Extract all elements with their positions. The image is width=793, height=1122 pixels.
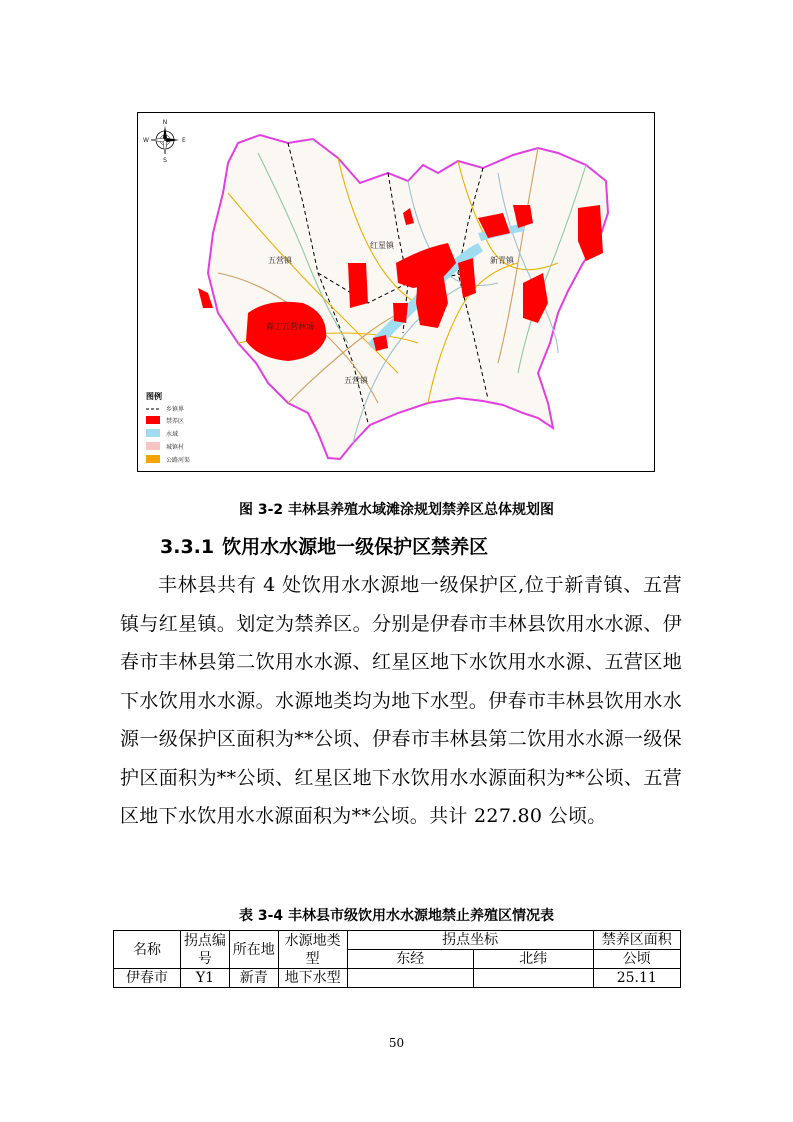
water-source-table bbox=[113, 930, 681, 988]
legend-title: 图例 bbox=[146, 392, 162, 401]
cell-location: 新青 bbox=[229, 969, 278, 988]
header-coords: 拐点坐标 bbox=[347, 931, 593, 950]
header-unit: 公顷 bbox=[593, 950, 680, 969]
cell-area: 25.11 bbox=[593, 969, 680, 988]
cell-east bbox=[347, 969, 473, 988]
header-north: 北纬 bbox=[473, 950, 593, 969]
town-label-xinqing: 新青镇 bbox=[490, 256, 514, 265]
header-area: 禁养区面积 bbox=[593, 931, 680, 950]
compass-w-label: W bbox=[143, 137, 149, 144]
map-legend bbox=[146, 391, 190, 464]
section-number: 3.3.1 bbox=[160, 536, 215, 558]
compass-s-label: S bbox=[163, 157, 167, 164]
header-location: 所在地 bbox=[229, 931, 278, 969]
town-label-wuying: 五营镇 bbox=[268, 256, 292, 265]
header-source-type: 水源地类型 bbox=[278, 931, 347, 969]
compass-n-label: N bbox=[162, 119, 168, 126]
legend-label-water: 水域 bbox=[166, 431, 179, 438]
map-canvas bbox=[138, 113, 654, 471]
legend-label-boundary: 乡镇界 bbox=[166, 406, 185, 413]
table-caption: 表 3-4 丰林县市级饮用水水源地禁止养殖区情况表 bbox=[238, 908, 555, 924]
legend-swatch-road bbox=[146, 455, 160, 463]
section-title: 饮用水水源地一级保护区禁养区 bbox=[222, 536, 489, 558]
legend-label-prohibited: 禁养区 bbox=[166, 418, 185, 425]
body-paragraph: 丰林县共有 4 处饮用水水源地一级保护区,位于新青镇、五营镇与红星镇。划定为禁养区。分别是伊春市丰林县饮用水水源、伊春市丰林县第二饮用水水源、红星区地下水饮用水水源、五营区地下水饮用水水源。水源地类均为地下水型。伊春市丰林县饮用水水源一级保护区面积为**公顷、伊春市丰林县第二饮用水水源一级保护区面积为**公顷、红星区地下水饮用水水源面积为**公顷、五营区地下水饮用水水源面积为**公顷。共计 227.80 公顷。 bbox=[120, 574, 682, 827]
legend-label-town: 城镇村 bbox=[166, 444, 185, 451]
legend-label-road: 公路河渠 bbox=[166, 457, 191, 464]
table-header-row bbox=[114, 931, 681, 950]
compass-e-label: E bbox=[182, 137, 186, 144]
cell-source-type: 地下水型 bbox=[278, 969, 347, 988]
cell-north bbox=[473, 969, 593, 988]
town-label-hongxing: 红星镇 bbox=[370, 241, 394, 250]
legend-swatch-prohibited bbox=[146, 416, 160, 424]
legend-swatch-town bbox=[146, 442, 160, 450]
map-figure bbox=[137, 112, 655, 472]
figure-caption: 图 3-2 丰林县养殖水域滩涂规划禁养区总体规划图 bbox=[238, 502, 555, 518]
table-row bbox=[114, 969, 681, 988]
town-label-wuying-south: 五营镇 bbox=[344, 376, 368, 385]
cell-point-no: Y1 bbox=[181, 969, 230, 988]
page-number: 50 bbox=[388, 1036, 405, 1050]
compass-icon bbox=[143, 119, 186, 164]
header-point-no: 拐点编号 bbox=[181, 931, 230, 969]
town-label-forest-farm: 森工五营林场 bbox=[266, 322, 314, 331]
legend-swatch-water bbox=[146, 429, 160, 437]
section-heading bbox=[160, 532, 488, 559]
header-east: 东经 bbox=[347, 950, 473, 969]
cell-name: 伊春市 bbox=[114, 969, 181, 988]
header-name: 名称 bbox=[114, 931, 181, 969]
